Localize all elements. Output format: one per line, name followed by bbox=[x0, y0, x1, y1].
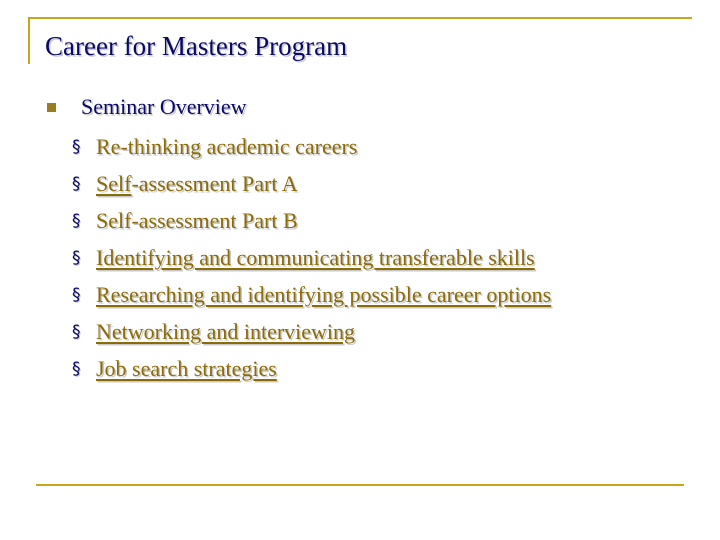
sub-item-text: -assessment Part A bbox=[131, 170, 298, 196]
sub-item-label bbox=[96, 245, 535, 271]
job-search-link[interactable]: Job search strategies bbox=[96, 355, 277, 381]
self-link[interactable]: Self bbox=[96, 170, 132, 196]
sub-item-text: Self-assessment Part B bbox=[96, 207, 298, 233]
sub-item-career-options[interactable] bbox=[72, 276, 551, 313]
slide-title: Career for Masters Program bbox=[45, 31, 348, 61]
main-bullet-label: Seminar Overview bbox=[81, 94, 247, 119]
footer-rule bbox=[36, 484, 684, 486]
sub-item-self-assessment-a[interactable] bbox=[72, 165, 551, 202]
sub-item-self-assessment-b bbox=[72, 202, 551, 239]
sub-item-label bbox=[96, 356, 277, 382]
section-bullet-icon: § bbox=[72, 247, 81, 268]
title-rule-top bbox=[28, 17, 692, 19]
sub-item-label bbox=[96, 282, 551, 308]
sub-item-text: Re-thinking academic careers bbox=[96, 133, 358, 159]
sub-bullet-list bbox=[72, 128, 551, 387]
section-bullet-icon: § bbox=[72, 284, 81, 305]
square-bullet-icon bbox=[47, 103, 56, 112]
sub-item-label bbox=[96, 319, 355, 345]
sub-item-transferable-skills[interactable] bbox=[72, 239, 551, 276]
sub-item-networking[interactable] bbox=[72, 313, 551, 350]
section-bullet-icon: § bbox=[72, 173, 81, 194]
sub-item-label bbox=[96, 208, 298, 234]
section-bullet-icon: § bbox=[72, 210, 81, 231]
networking-link[interactable]: Networking and interviewing bbox=[96, 318, 356, 344]
section-bullet-icon: § bbox=[72, 321, 81, 342]
career-options-link[interactable]: Researching and identifying possible career options bbox=[96, 281, 552, 307]
main-bullet-item bbox=[45, 94, 247, 120]
section-bullet-icon: § bbox=[72, 136, 81, 157]
sub-item-job-search[interactable] bbox=[72, 350, 551, 387]
sub-item-label bbox=[96, 171, 298, 197]
section-bullet-icon: § bbox=[72, 358, 81, 379]
transferable-skills-link[interactable]: Identifying and communicating transferable skills bbox=[96, 244, 535, 270]
sub-item-rethinking bbox=[72, 128, 551, 165]
title-rule-left bbox=[28, 17, 30, 64]
sub-item-label bbox=[96, 134, 357, 160]
